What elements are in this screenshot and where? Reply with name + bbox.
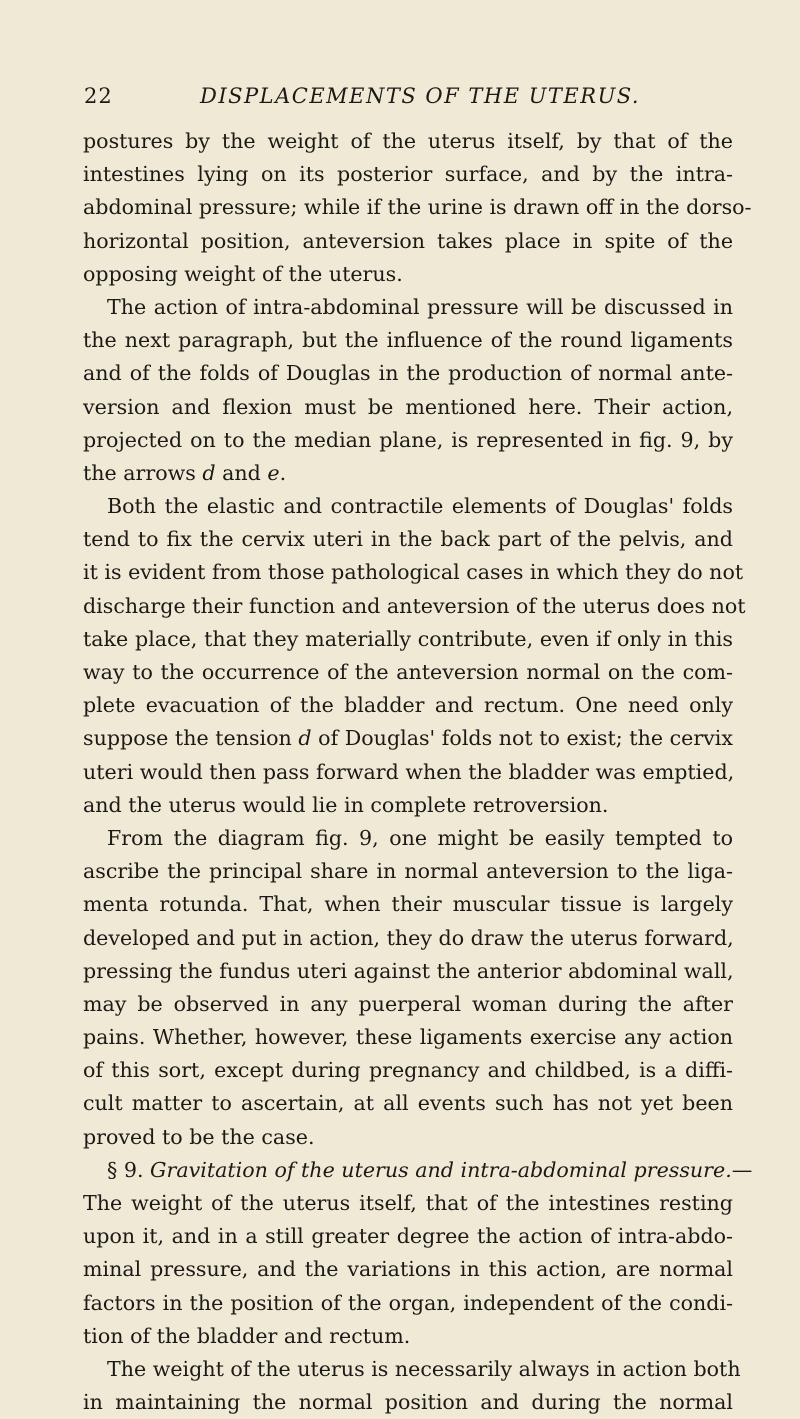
text-line: discharge their function and anteversion of the uterus does not bbox=[83, 593, 746, 618]
text-span: . bbox=[279, 460, 287, 485]
text-span: suppose the tension bbox=[83, 726, 299, 751]
text-span: the arrows bbox=[83, 460, 203, 485]
text-line: menta rotunda. That, when their muscular tissue is largely bbox=[83, 892, 733, 917]
text-line: ascribe the principal share in normal anteversion to the liga- bbox=[83, 859, 733, 884]
text-line: cult matter to ascertain, at all events such has not yet been bbox=[83, 1091, 733, 1116]
text-line: factors in the position of the organ, independent of the condi- bbox=[83, 1290, 733, 1315]
section-heading: Gravitation of the uterus and intra-abdominal pressure. bbox=[150, 1157, 732, 1182]
text-line: intestines lying on its posterior surface, and by the intra- bbox=[83, 162, 733, 187]
text-line bbox=[83, 457, 733, 490]
text-line: The weight of the uterus itself, that of the intestines resting bbox=[83, 1191, 733, 1215]
text-line: of this sort, except during pregnancy and childbed, is a diffi- bbox=[83, 1058, 733, 1083]
text-line: From the diagram fig. 9, one might be easily tempted to bbox=[107, 825, 733, 850]
text-line: postures by the weight of the uterus itself, by that of the bbox=[83, 129, 733, 153]
page-number: 22 bbox=[84, 84, 113, 108]
page-header bbox=[84, 84, 704, 116]
text-line: the next paragraph, but the influence of the round ligaments bbox=[83, 328, 733, 353]
label-d: d bbox=[298, 726, 312, 751]
section-heading-line bbox=[83, 1154, 753, 1187]
text-line: tend to fix the cervix uteri in the back part of the pelvis, and bbox=[83, 527, 733, 552]
body-text bbox=[83, 125, 753, 1419]
running-title: DISPLACEMENTS OF THE UTERUS. bbox=[200, 84, 641, 108]
text-line: it is evident from those pathological cases in which they do not bbox=[83, 560, 744, 585]
text-line: way to the occurrence of the anteversion normal on the com- bbox=[83, 660, 733, 684]
text-line bbox=[83, 722, 733, 755]
text-line: plete evacuation of the bladder and rectum. One need only bbox=[83, 693, 733, 718]
label-d: d bbox=[202, 460, 216, 485]
text-line: tion of the bladder and rectum. bbox=[83, 1323, 411, 1348]
text-span: and bbox=[215, 460, 268, 485]
text-line: may be observed in any puerperal woman during the after bbox=[83, 991, 733, 1016]
text-line: developed and put in action, they do draw the uterus forward, bbox=[83, 925, 734, 950]
text-line: horizontal position, anteversion takes place in spite of the bbox=[83, 228, 733, 253]
text-span: of Douglas' folds not to exist; the cervix bbox=[311, 726, 734, 751]
text-line: upon it, and in a still greater degree the action of intra-abdo- bbox=[83, 1224, 733, 1249]
text-line: pressing the fundus uteri against the anterior abdominal wall, bbox=[83, 958, 734, 983]
text-line: abdominal pressure; while if the urine is drawn off in the dorso- bbox=[83, 195, 752, 220]
section-number: § 9. bbox=[107, 1157, 151, 1182]
text-line: in maintaining the normal position and during the normal bbox=[83, 1390, 733, 1415]
text-line: The action of intra-abdominal pressure will be discussed in bbox=[107, 294, 733, 319]
text-line: proved to be the case. bbox=[83, 1124, 315, 1149]
text-line: The weight of the uterus is necessarily always in action both bbox=[107, 1356, 741, 1381]
text-line: Both the elastic and contractile elements of Douglas' folds bbox=[107, 494, 733, 519]
label-e: e bbox=[267, 460, 280, 485]
text-line: projected on to the median plane, is represented in fig. 9, by bbox=[83, 427, 733, 452]
text-line: minal pressure, and the variations in this action, are normal bbox=[83, 1257, 733, 1282]
text-line: and the uterus would lie in complete retroversion. bbox=[83, 792, 609, 817]
text-line: version and flexion must be mentioned here. Their action, bbox=[83, 394, 733, 419]
text-line: take place, that they materially contribute, even if only in this bbox=[83, 626, 733, 651]
section-dash: — bbox=[731, 1157, 753, 1182]
text-line: uteri would then pass forward when the bladder was emptied, bbox=[83, 759, 735, 784]
text-line: opposing weight of the uterus. bbox=[83, 261, 403, 286]
text-line: and of the folds of Douglas in the production of normal ante- bbox=[83, 361, 733, 386]
text-line: pains. Whether, however, these ligaments exercise any action bbox=[83, 1025, 733, 1050]
